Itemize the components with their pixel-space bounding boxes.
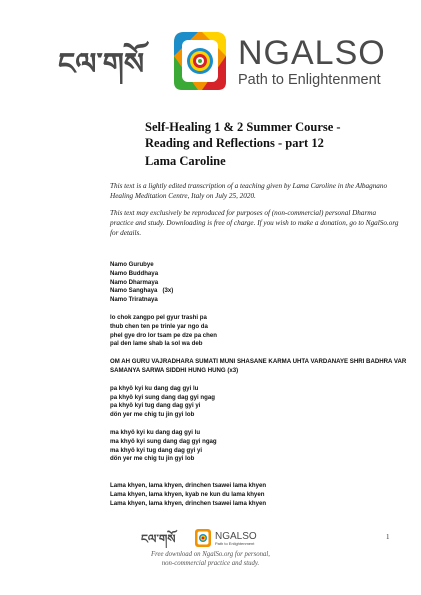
intro-paragraph-reproduction: This text may exclusively be reproduced for purposes of (non-commercial) personal Dharma practice and study. Downloading is free of charge. If you wish to make a donation, go to NgalSo.org for details. [110,209,399,237]
brand-wordmark [238,36,386,88]
prayer-line: lo chok zangpo pel gyur trashi pa [110,313,207,321]
author-name: Lama Caroline [145,154,226,168]
prayer-line: phel gye dro lor tsam pe dze pa chen [110,331,218,339]
verse-1 [110,314,410,349]
title-block [145,119,385,169]
prayer-line: ma khyö kyi ku dang dag gyi lu [110,428,201,436]
brand-tagline: Path to Enlightenment [238,72,381,88]
verse-3 [110,429,410,464]
prayer-line: Namo Dharmaya [110,278,159,286]
tibetan-script-logo [58,40,166,84]
brand-name: NGALSO [238,34,386,72]
footer-logo [141,528,281,548]
prayer-line: dön yer me chig tu jin gyi lob [110,411,195,419]
prayer-line: Lama khyen, lama khyen, kyab ne kun du lama khyen [110,490,265,498]
prayer-line: Lama khyen, lama khyen, drinchen tsawei lama khyen [110,499,267,507]
prayer-line: Namo Sanghaya (3x) [110,287,174,295]
prayer-line: pal den lame shab la sol wa deb [110,340,203,348]
prayer-line: Namo Gurubye [110,261,154,268]
page-number: 1 [386,533,390,541]
ngalso-emblem-small-icon [195,529,211,547]
intro-section [110,181,400,245]
svg-text:ངལ་གསོ: ངལ་གསོ [141,532,176,546]
footer-note-line-2: non-commercial practice and study. [161,560,260,567]
intro-paragraph-transcription: This text is a lightly edited transcription of a teaching given by Lama Caroline in the Albagnano Healing Meditation Centre, Italy on July 25, 2020. [110,182,388,200]
prayer-line: ma khyö kyi sung dang dag gyi ngag [110,437,217,445]
footer-note [0,550,421,568]
svg-text:NGALSO: NGALSO [215,531,257,542]
document-header [0,18,421,98]
prayer-line: pa khyö kyi sung dang dag gyi ngag [110,393,215,401]
svg-text:Path to Enlightenment: Path to Enlightenment [215,541,255,546]
refuge-prayer [110,261,410,305]
prayer-line: dön yer me chig tu jin gyi lob [110,455,195,463]
prayer-line: Lama khyen, lama khyen, drinchen tsawei lama khyen [110,482,267,490]
mantra-text: OM AH GURU VAJRADHARA SUMATI MUNI SHASANE KARMA UHTA VARDANAYE SHRI BADHRA VAR SAMANYA SARWA SIDDHI HUNG HUNG (x3) [110,358,407,374]
prayer-line: thub chen ten pe trinle yar ngo da [110,322,208,330]
prayer-line: pa khyö kyi ku dang dag gyi lu [110,384,199,392]
prayer-line: Namo Triratnaya [110,296,158,304]
prayer-line: pa khyö kyi tug dang dag gyi yi [110,402,201,410]
verse-4 [110,482,410,508]
verse-2 [110,385,410,420]
document-footer [0,528,421,588]
document-title-line-1: Self-Healing 1 & 2 Summer Course - [145,120,341,134]
ngalso-emblem-icon [168,26,232,96]
prayer-line: ma khyö kyi tug dang dag gyi yi [110,446,203,454]
svg-text:ངལ་གསོ: ངལ་གསོ [58,47,145,82]
footer-note-line-1: Free download on NgalSo.org for personal, [150,551,270,558]
mantra [110,358,410,376]
prayer-body [110,261,410,518]
prayer-line: Namo Buddhaya [110,269,159,277]
document-title-line-2: Reading and Reflections - part 12 [145,136,324,150]
